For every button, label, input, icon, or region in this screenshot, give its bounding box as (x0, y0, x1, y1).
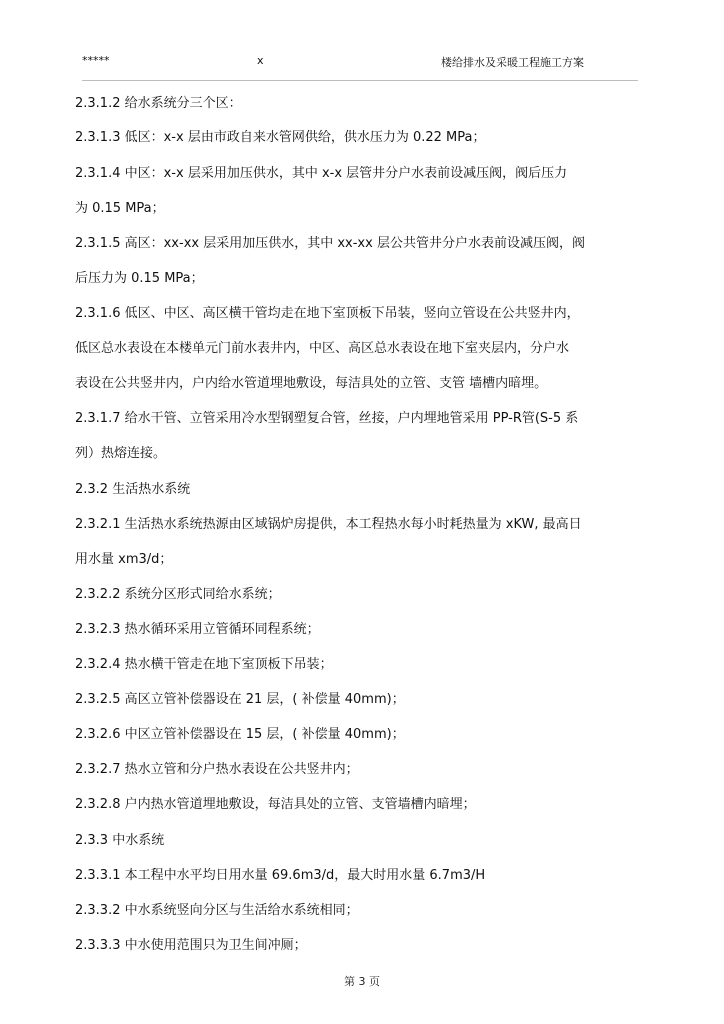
text-line: 2.3.1.3 低区：x-x 层由市政自来水管网供给，供水压力为 0.22 MPa； (75, 130, 486, 145)
text-line: 2.3.1.7 给水干管、立管采用冷水型钢塑复合管，丝接，户内埋地管采用 PP-R管(S-5 系 (75, 411, 579, 426)
text-line: 2.3.2.5 高区立管补偿器设在 21 层，( 补偿量 40mm)； (75, 692, 405, 707)
section-heading: 2.3.3 中水系统 (75, 833, 165, 848)
header-middle-text: x (257, 54, 264, 67)
text-line: 2.3.3.3 中水使用范围只为卫生间冲厕； (75, 938, 307, 953)
text-line: 2.3.1.6 低区、中区、高区横干管均走在地下室顶板下吊装，竖向立管设在公共竖井内， (75, 306, 580, 321)
text-line: 2.3.2.1 生活热水系统热源由区域锅炉房提供，本工程热水每小时耗热量为 xKW, 最高日 (75, 517, 582, 532)
text-line: 用水量 xm3/d； (75, 552, 173, 567)
text-line: 低区总水表设在本楼单元门前水表井内，中区、高区总水表设在地下室夹层内，分户水 (75, 341, 570, 356)
text-line: 2.3.2.4 热水横干管走在地下室顶板下吊装； (75, 657, 333, 672)
text-line: 为 0.15 MPa； (75, 201, 165, 216)
section-heading: 2.3.2 生活热水系统 (75, 482, 191, 497)
text-line: 表设在公共竖井内，户内给水管道埋地敷设，每洁具处的立管、支管 墙槽内暗埋。 (75, 376, 548, 391)
text-line: 2.3.2.2 系统分区形式同给水系统； (75, 587, 281, 602)
text-line: 2.3.1.4 中区：x-x 层采用加压供水，其中 x-x 层管井分户水表前设减压阀，阀后压力 (75, 166, 568, 181)
text-line: 2.3.2.6 中区立管补偿器设在 15 层，( 补偿量 40mm)； (75, 727, 405, 742)
text-line: 2.3.2.3 热水循环采用立管循环同程系统； (75, 622, 320, 637)
text-line: 2.3.3.2 中水系统竖向分区与生活给水系统相同； (75, 903, 359, 918)
text-line: 2.3.1.2 给水系统分三个区： (75, 96, 242, 111)
text-line: 2.3.2.8 户内热水管道埋地敷设，每洁具处的立管、支管墙槽内暗埋； (75, 797, 476, 812)
text-line: 2.3.2.7 热水立管和分户热水表设在公共竖井内； (75, 762, 359, 777)
header-left-text: ***** (82, 54, 110, 67)
text-line: 2.3.3.1 本工程中水平均日用水量 69.6m3/d，最大时用水量 6.7m3/H (75, 868, 486, 883)
header-document-title: 楼给排水及采暖工程施工方案 (441, 56, 584, 69)
page-number: 第 3 页 (344, 975, 380, 988)
page-header (82, 52, 638, 81)
text-line: 列）热熔连接。 (75, 446, 167, 461)
text-line: 2.3.1.5 高区：xx-xx 层采用加压供水，其中 xx-xx 层公共管井分户水表前设减压阀，阀 (75, 236, 585, 251)
text-line: 后压力为 0.15 MPa； (75, 271, 204, 286)
